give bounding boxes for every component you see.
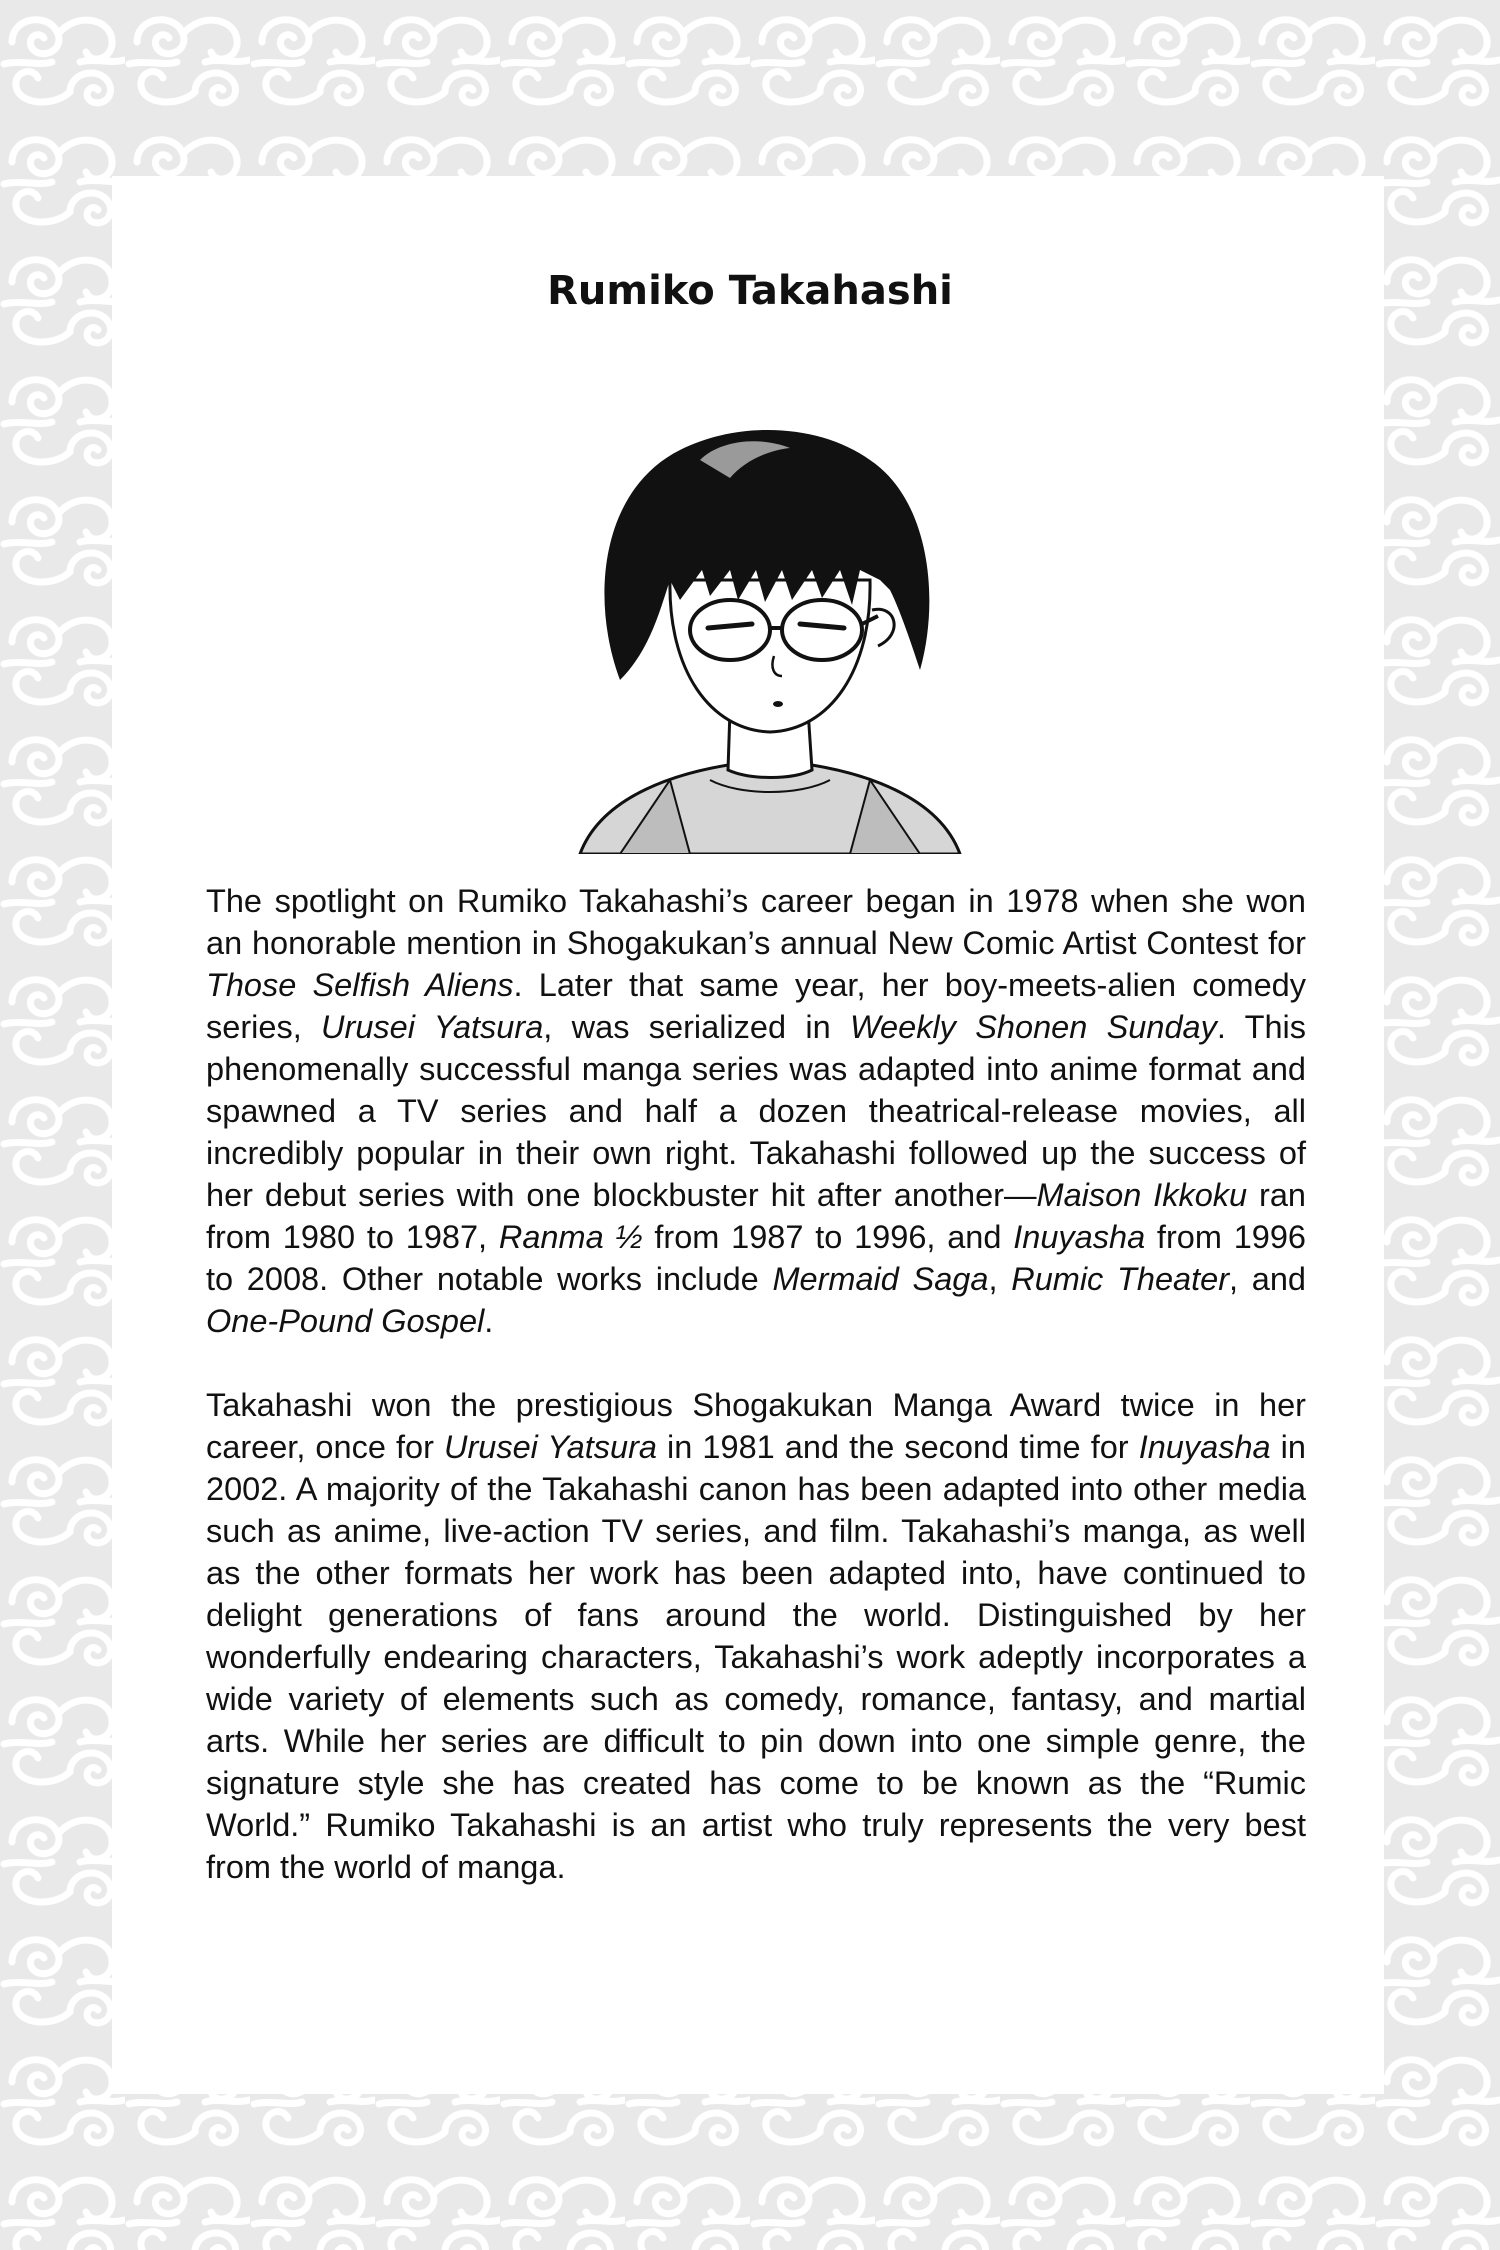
page-title: Rumiko Takahashi: [547, 268, 953, 314]
bio-text: ,: [988, 1261, 1012, 1297]
magazine-title: Weekly Shonen Sunday: [849, 1009, 1217, 1045]
bio-text: ran from 1980 to 1987,: [206, 1177, 1306, 1255]
work-title: Inuyasha: [1013, 1219, 1146, 1255]
work-title: Urusei Yatsura: [443, 1429, 657, 1465]
bio-paragraph-2: [206, 1384, 1306, 1888]
work-title: Urusei Yatsura: [321, 1009, 544, 1045]
author-biography: [206, 880, 1306, 1930]
bio-text: from 1996 to 2008. Other notable works include: [206, 1219, 1307, 1297]
work-title: Those Selfish Aliens: [206, 967, 514, 1003]
work-title: Ranma ½: [498, 1219, 643, 1255]
bio-text: in 1981 and the second time for: [656, 1429, 1139, 1465]
work-title: Maison Ikkoku: [1036, 1177, 1248, 1213]
bio-text: . This phenomenally successful manga series was adapted into anime format and spawned a TV series and half a dozen theatrical-release movies, all incredibly popular in their own right. Takahashi followed up the success of her debut series with one blockbuster hit after another—: [206, 1009, 1306, 1213]
bio-text: , and: [1229, 1261, 1306, 1297]
work-title: One-Pound Gospel: [206, 1303, 485, 1339]
bio-text: , was serialized in: [543, 1009, 850, 1045]
work-title: Mermaid Saga: [772, 1261, 989, 1297]
bio-text: .: [484, 1303, 494, 1339]
work-title: Rumic Theater: [1011, 1261, 1230, 1297]
bio-paragraph-1: [206, 880, 1306, 1342]
bio-text: from 1987 to 1996, and: [642, 1219, 1014, 1255]
bio-text: . Later that same year, her boy-meets-alien comedy series,: [206, 967, 1306, 1045]
bio-text: The spotlight on Rumiko Takahashi’s career began in 1978 when she won an honorable mention in Shogakukan’s annual New Comic Artist Contest for: [206, 883, 1306, 961]
work-title: Inuyasha: [1138, 1429, 1271, 1465]
bio-text: Takahashi won the prestigious Shogakukan Manga Award twice in her career, once for: [206, 1387, 1306, 1465]
bio-text: in 2002. A majority of the Takahashi canon has been adapted into other media such as anime, live-action TV series, and film. Takahashi’s manga, as well as the other formats her work has been adapted into, have continued to delight generations of fans around the world. Distinguished by her wonderfully endearing characters, Takahashi’s work adeptly incorporates a wide variety of elements such as comedy, romance, fantasy, and martial arts. While her series are difficult to pin down into one simple genre, the signature style she has created has come to be known as the “Rumic World.” Rumiko Takahashi is an artist who truly represents the very best from the world of manga.: [206, 1429, 1306, 1885]
author-portrait-icon: [560, 420, 980, 854]
